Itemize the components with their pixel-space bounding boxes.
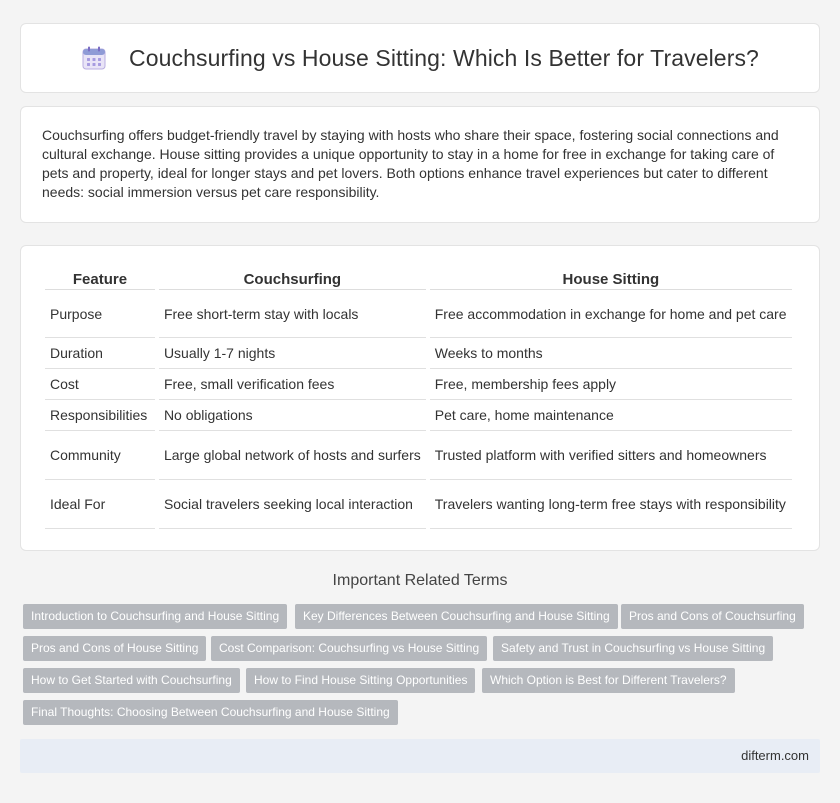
- house-sitting-cell: Travelers wanting long-term free stays with responsibility: [430, 480, 792, 529]
- feature-cell: Responsibilities: [45, 400, 155, 431]
- related-term-tag[interactable]: Introduction to Couchsurfing and House Sitting: [23, 604, 287, 629]
- couchsurfing-cell: Free, small verification fees: [159, 369, 426, 400]
- table-row: [45, 400, 792, 431]
- header-house-sitting: House Sitting: [430, 266, 792, 290]
- table-row: [45, 290, 792, 338]
- intro-text: Couchsurfing offers budget-friendly travel by staying with hosts who share their space, fostering social connections and cultural exchange. House sitting provides a unique opportunity to stay in a home for free in exchange for taking care of pets and property, ideal for longer stays and pet lovers. Both options enhance travel experiences but cater to different needs: social immersion versus pet care responsibility.: [42, 127, 779, 200]
- couchsurfing-cell: No obligations: [159, 400, 426, 431]
- page-title: Couchsurfing vs House Sitting: Which Is Better for Travelers?: [129, 44, 759, 71]
- calendar-icon: [81, 45, 107, 71]
- related-term-tag[interactable]: How to Find House Sitting Opportunities: [246, 668, 475, 693]
- house-sitting-cell: Weeks to months: [430, 338, 792, 369]
- header-feature: Feature: [45, 266, 155, 290]
- table-row: [45, 480, 792, 529]
- footer: [20, 739, 820, 773]
- table-row: [45, 369, 792, 400]
- comparison-table: [41, 266, 796, 529]
- related-term-tag[interactable]: Pros and Cons of House Sitting: [23, 636, 206, 661]
- couchsurfing-cell: Social travelers seeking local interaction: [159, 480, 426, 529]
- feature-cell: Ideal For: [45, 480, 155, 529]
- related-terms-title: Important Related Terms: [332, 572, 508, 589]
- related-term-tag[interactable]: Safety and Trust in Couchsurfing vs House Sitting: [493, 636, 773, 661]
- table-row: [45, 338, 792, 369]
- related-term-tag[interactable]: Which Option is Best for Different Travelers?: [482, 668, 735, 693]
- footer-site[interactable]: difterm.com: [741, 748, 809, 763]
- house-sitting-cell: Free, membership fees apply: [430, 369, 792, 400]
- feature-cell: Duration: [45, 338, 155, 369]
- related-term-tag[interactable]: Key Differences Between Couchsurfing and House Sitting: [295, 604, 618, 629]
- feature-cell: Cost: [45, 369, 155, 400]
- house-sitting-cell: Pet care, home maintenance: [430, 400, 792, 431]
- related-term-tag[interactable]: Cost Comparison: Couchsurfing vs House Sitting: [211, 636, 487, 661]
- house-sitting-cell: Free accommodation in exchange for home and pet care: [430, 290, 792, 338]
- feature-cell: Community: [45, 431, 155, 480]
- comparison-table-card: [20, 245, 820, 551]
- intro-card: [20, 106, 820, 223]
- couchsurfing-cell: Free short-term stay with locals: [159, 290, 426, 338]
- related-term-tag[interactable]: Pros and Cons of Couchsurfing: [621, 604, 804, 629]
- table-header-row: [45, 266, 792, 290]
- title-card: [20, 23, 820, 93]
- house-sitting-cell: Trusted platform with verified sitters and homeowners: [430, 431, 792, 480]
- related-term-tag[interactable]: How to Get Started with Couchsurfing: [23, 668, 240, 693]
- couchsurfing-cell: Large global network of hosts and surfers: [159, 431, 426, 480]
- feature-cell: Purpose: [45, 290, 155, 338]
- related-term-tag[interactable]: Final Thoughts: Choosing Between Couchsurfing and House Sitting: [23, 700, 398, 725]
- couchsurfing-cell: Usually 1-7 nights: [159, 338, 426, 369]
- table-row: [45, 431, 792, 480]
- header-couchsurfing: Couchsurfing: [159, 266, 426, 290]
